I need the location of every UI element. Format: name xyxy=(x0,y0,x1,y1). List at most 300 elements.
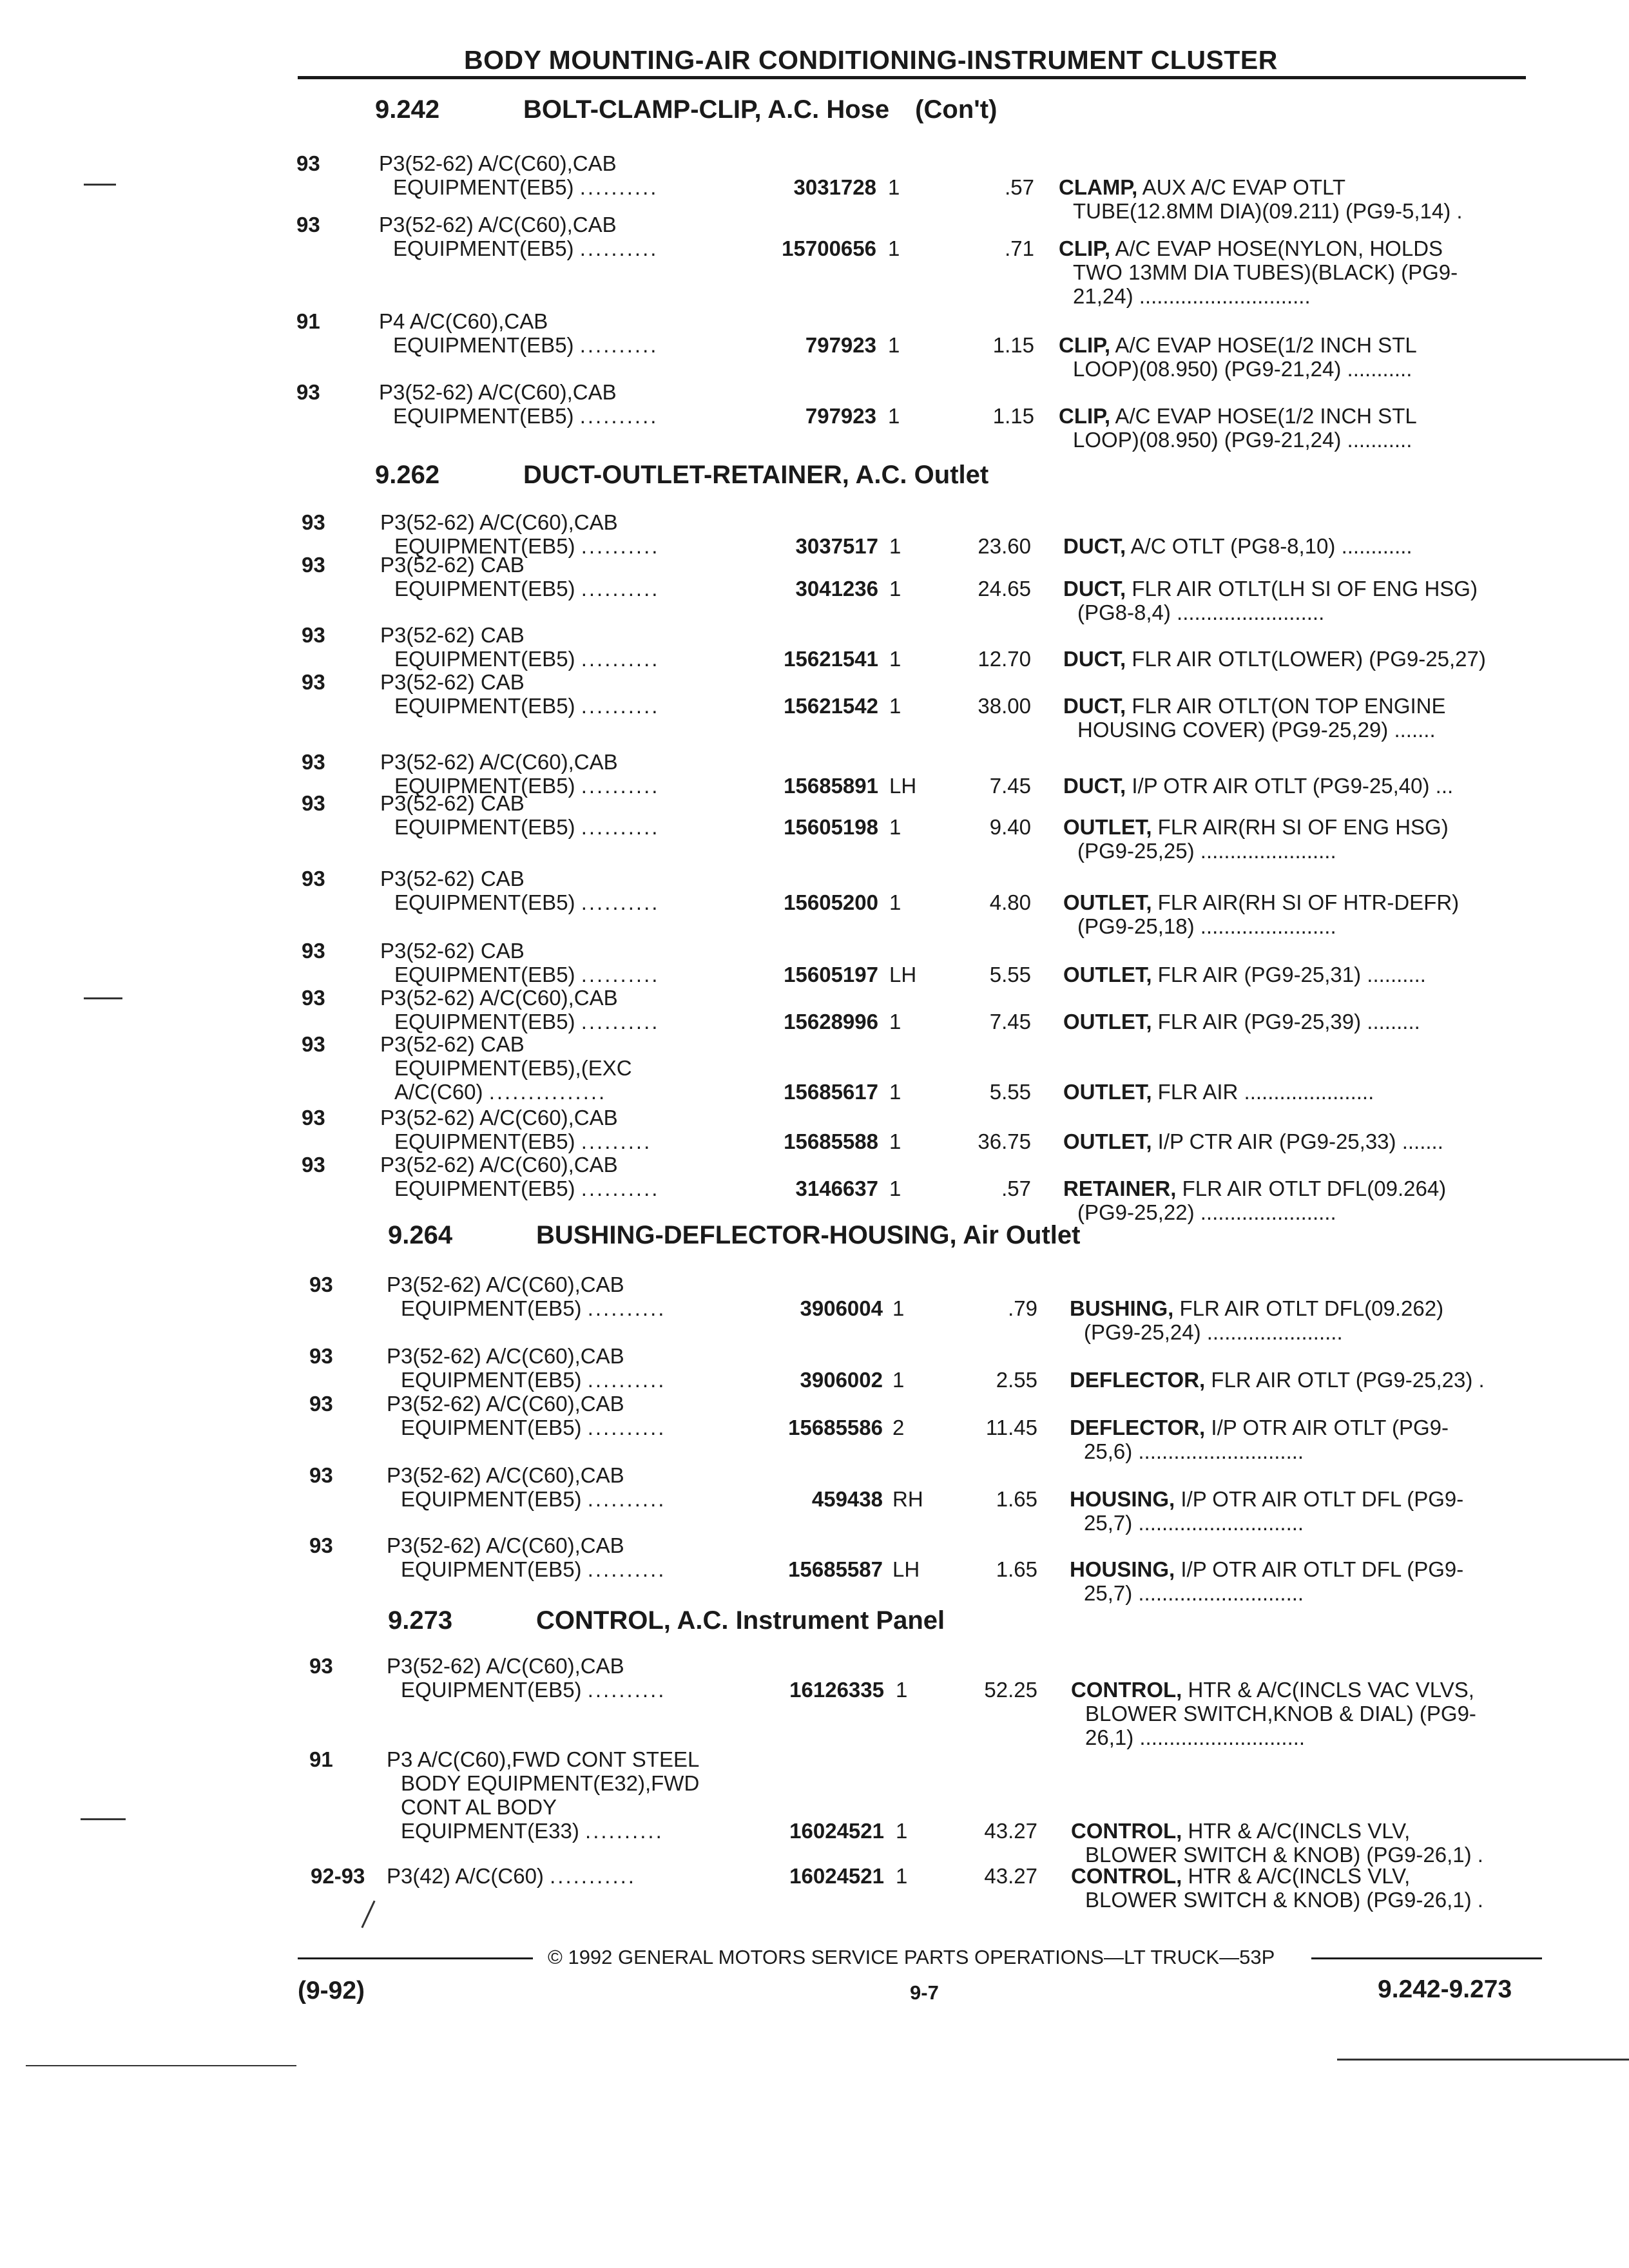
application-line: P3(52-62) A/C(C60),CAB xyxy=(387,1273,624,1296)
description-text: I/P OTR AIR OTLT (PG9- xyxy=(1211,1416,1449,1439)
part-name: CLIP, xyxy=(1059,333,1111,357)
part-description xyxy=(1063,647,1486,671)
description-line: HOUSING COVER) (PG9-25,29) ....... xyxy=(1077,718,1436,742)
description-line: 25,7) ............................ xyxy=(1084,1581,1304,1605)
price: 24.65 xyxy=(978,577,1031,601)
quantity: 1 xyxy=(889,534,901,558)
application-text xyxy=(387,1533,666,1581)
application-line: P3(52-62) CAB xyxy=(380,553,525,577)
model-year: 93 xyxy=(302,750,325,774)
application-line: P4 A/C(C60),CAB xyxy=(379,309,548,333)
application-line: EQUIPMENT(EB5) xyxy=(401,1678,582,1702)
model-year: 93 xyxy=(296,380,320,404)
model-year: 93 xyxy=(296,151,320,175)
part-number: 16126335 xyxy=(789,1678,884,1702)
description-line xyxy=(1063,1080,1374,1104)
application-line: P3(52-62) A/C(C60),CAB xyxy=(380,1153,618,1177)
application-line: EQUIPMENT(EB5) xyxy=(401,1487,582,1511)
description-line xyxy=(1059,175,1463,199)
application-line: BODY EQUIPMENT(E32),FWD xyxy=(401,1771,700,1795)
description-text: FLR AIR OTLT(ON TOP ENGINE xyxy=(1132,694,1446,718)
model-year: 93 xyxy=(302,510,325,534)
leader-dots: .......... xyxy=(587,1416,666,1439)
model-year: 93 xyxy=(302,1032,325,1056)
application-line: P3(52-62) CAB xyxy=(380,623,525,647)
margin-mark xyxy=(84,997,122,999)
leader-dots: .......... xyxy=(581,694,660,718)
part-description xyxy=(1063,1080,1374,1104)
description-line: (PG9-25,24) ....................... xyxy=(1084,1320,1343,1344)
quantity: LH xyxy=(889,963,917,986)
price: 7.45 xyxy=(989,1010,1031,1033)
model-year: 93 xyxy=(302,1106,325,1129)
application-text xyxy=(380,623,659,671)
model-year: 93 xyxy=(309,1392,333,1416)
price: 5.55 xyxy=(989,1080,1031,1104)
quantity: LH xyxy=(889,774,917,798)
description-line xyxy=(1063,1177,1446,1200)
part-number: 3906004 xyxy=(800,1296,883,1320)
quantity: LH xyxy=(892,1557,920,1581)
part-number: 459438 xyxy=(811,1487,883,1511)
quantity: 1 xyxy=(896,1819,908,1843)
part-name: CONTROL, xyxy=(1071,1678,1182,1702)
part-name: HOUSING, xyxy=(1070,1557,1175,1581)
application-text xyxy=(380,750,659,798)
application-line: P3(52-62) A/C(C60),CAB xyxy=(380,1106,618,1129)
part-description xyxy=(1063,534,1412,558)
part-name: DUCT, xyxy=(1063,694,1126,718)
description-line xyxy=(1063,647,1486,671)
footer-page-number: 9-7 xyxy=(910,1981,939,2004)
description-line: (PG9-25,18) ....................... xyxy=(1077,914,1336,938)
description-text: I/P OTR AIR OTLT DFL (PG9- xyxy=(1181,1557,1464,1581)
model-year: 93 xyxy=(302,986,325,1010)
description-line xyxy=(1071,1864,1483,1888)
model-year: 93 xyxy=(309,1463,333,1487)
application-line: P3(52-62) CAB xyxy=(380,791,525,815)
quantity: 1 xyxy=(889,815,901,839)
quantity: 1 xyxy=(889,1080,901,1104)
description-line: (PG8-8,4) ......................... xyxy=(1077,601,1325,624)
description-line: 26,1) ............................ xyxy=(1085,1725,1306,1749)
section-continued: (Con't) xyxy=(915,95,998,124)
application-text xyxy=(379,309,658,357)
leader-dots: .......... xyxy=(581,534,660,558)
description-text: HTR & A/C(INCLS VLV, xyxy=(1188,1864,1411,1888)
model-year: 93 xyxy=(302,867,325,890)
price: 5.55 xyxy=(989,963,1031,986)
leader-dots: .......... xyxy=(579,404,659,428)
application-line: P3(52-62) CAB xyxy=(380,1032,525,1056)
model-year: 92-93 xyxy=(311,1864,365,1888)
quantity: 1 xyxy=(889,1129,901,1153)
quantity: 1 xyxy=(889,1177,901,1200)
application-line: P3(52-62) A/C(C60),CAB xyxy=(380,986,618,1010)
model-year: 91 xyxy=(296,309,320,333)
leader-dots: .......... xyxy=(581,774,660,798)
part-description xyxy=(1070,1296,1443,1344)
price: 43.27 xyxy=(984,1864,1037,1888)
application-line: P3(52-62) A/C(C60),CAB xyxy=(379,151,617,175)
application-line: P3(52-62) A/C(C60),CAB xyxy=(387,1463,624,1487)
application-line: EQUIPMENT(EB5) xyxy=(401,1557,582,1581)
leader-dots: .......... xyxy=(587,1368,666,1392)
part-description xyxy=(1063,1129,1443,1153)
margin-mark xyxy=(26,2065,296,2066)
model-year: 93 xyxy=(302,670,325,694)
footer-rule-right xyxy=(1311,1957,1542,1959)
application-line: P3(52-62) A/C(C60),CAB xyxy=(380,750,618,774)
application-line: EQUIPMENT(EB5) xyxy=(394,890,575,914)
price: 43.27 xyxy=(984,1819,1037,1843)
description-line xyxy=(1063,963,1426,986)
quantity: 2 xyxy=(892,1416,905,1439)
model-year: 93 xyxy=(302,791,325,815)
description-text: A/C EVAP HOSE(1/2 INCH STL xyxy=(1115,333,1417,357)
description-text: FLR AIR (PG9-25,31) .......... xyxy=(1157,963,1426,986)
price: 1.65 xyxy=(996,1557,1037,1581)
model-year: 93 xyxy=(296,213,320,236)
description-text: FLR AIR ...................... xyxy=(1157,1080,1374,1104)
description-line: BLOWER SWITCH & KNOB) (PG9-26,1) . xyxy=(1085,1843,1483,1867)
description-line xyxy=(1059,333,1417,357)
section-number: 9.264 xyxy=(388,1221,453,1249)
application-line: EQUIPMENT(EB5) xyxy=(401,1296,582,1320)
part-name: OUTLET, xyxy=(1063,1010,1152,1033)
quantity: 1 xyxy=(889,890,901,914)
description-line xyxy=(1070,1487,1463,1511)
part-description xyxy=(1070,1557,1463,1605)
description-text: A/C EVAP HOSE(1/2 INCH STL xyxy=(1115,404,1417,428)
application-text xyxy=(380,867,659,914)
part-number: 797923 xyxy=(805,333,876,357)
description-line xyxy=(1063,890,1459,914)
quantity: 1 xyxy=(888,236,900,260)
model-year: 93 xyxy=(302,623,325,647)
application-line: EQUIPMENT(EB5) xyxy=(394,534,575,558)
footer-section-range: 9.242-9.273 xyxy=(1378,1975,1512,2003)
page-header-title: BODY MOUNTING-AIR CONDITIONING-INSTRUMENT CLUSTER xyxy=(464,45,1278,75)
part-number: 15685617 xyxy=(784,1080,878,1104)
description-line xyxy=(1063,694,1446,718)
part-name: CLIP, xyxy=(1059,236,1111,260)
part-name: DUCT, xyxy=(1063,577,1126,601)
part-description xyxy=(1063,963,1426,986)
part-description xyxy=(1063,1010,1420,1033)
application-text xyxy=(380,670,659,718)
description-text: FLR AIR OTLT DFL(09.262) xyxy=(1179,1296,1444,1320)
application-line: P3(52-62) A/C(C60),CAB xyxy=(387,1654,624,1678)
part-name: CONTROL, xyxy=(1071,1864,1182,1888)
application-line: EQUIPMENT(E33) xyxy=(401,1819,579,1843)
part-description xyxy=(1070,1487,1463,1535)
model-year: 93 xyxy=(309,1344,333,1368)
description-text: A/C OTLT (PG8-8,10) ............ xyxy=(1130,534,1412,558)
leader-dots: .......... xyxy=(581,1010,660,1033)
part-description xyxy=(1063,694,1446,742)
application-text xyxy=(387,1654,666,1702)
application-line: A/C(C60) xyxy=(394,1080,483,1104)
part-description xyxy=(1059,236,1458,308)
application-text xyxy=(387,1344,666,1392)
price: .57 xyxy=(1005,175,1034,199)
description-line: TUBE(12.8MM DIA)(09.211) (PG9-5,14) . xyxy=(1073,199,1463,223)
part-number: 15700656 xyxy=(782,236,876,260)
part-name: OUTLET, xyxy=(1063,1080,1152,1104)
application-text xyxy=(387,1864,636,1888)
application-line: EQUIPMENT(EB5) xyxy=(394,1177,575,1200)
application-line: EQUIPMENT(EB5) xyxy=(394,647,575,671)
part-number: 15685588 xyxy=(784,1129,878,1153)
description-text: HTR & A/C(INCLS VLV, xyxy=(1188,1819,1411,1843)
part-name: CLAMP, xyxy=(1059,175,1138,199)
application-line: P3(52-62) A/C(C60),CAB xyxy=(387,1533,624,1557)
description-text: I/P CTR AIR (PG9-25,33) ....... xyxy=(1157,1129,1443,1153)
margin-mark xyxy=(84,184,116,186)
section-title: BUSHING-DEFLECTOR-HOUSING, Air Outlet xyxy=(536,1221,1081,1249)
application-line: EQUIPMENT(EB5) xyxy=(394,774,575,798)
application-text xyxy=(380,1106,651,1153)
description-line: 25,7) ............................ xyxy=(1084,1511,1304,1535)
description-text: I/P OTR AIR OTLT (PG9-25,40) ... xyxy=(1132,774,1454,798)
price: 52.25 xyxy=(984,1678,1037,1702)
model-year: 91 xyxy=(309,1747,333,1771)
part-name: OUTLET, xyxy=(1063,890,1152,914)
part-name: OUTLET, xyxy=(1063,1129,1152,1153)
model-year: 93 xyxy=(309,1273,333,1296)
part-description xyxy=(1059,333,1417,381)
application-line: EQUIPMENT(EB5),(EXC xyxy=(394,1056,632,1080)
part-number: 3146637 xyxy=(795,1177,878,1200)
leader-dots: ......... xyxy=(581,1129,652,1153)
part-description xyxy=(1063,890,1459,938)
application-text xyxy=(387,1392,666,1439)
application-text xyxy=(379,213,658,260)
part-number: 3041236 xyxy=(795,577,878,601)
description-text: FLR AIR OTLT(LOWER) (PG9-25,27) xyxy=(1132,647,1486,671)
application-line: CONT AL BODY xyxy=(401,1795,557,1819)
part-number: 15685586 xyxy=(788,1416,883,1439)
price: 11.45 xyxy=(985,1416,1037,1439)
header-rule xyxy=(298,76,1526,79)
price: 1.15 xyxy=(992,404,1034,428)
quantity: 1 xyxy=(896,1864,908,1888)
part-number: 15685587 xyxy=(788,1557,883,1581)
price: 23.60 xyxy=(978,534,1031,558)
description-text: HTR & A/C(INCLS VAC VLVS, xyxy=(1188,1678,1474,1702)
quantity: 1 xyxy=(888,175,900,199)
section-number: 9.262 xyxy=(375,461,440,489)
leader-dots: .......... xyxy=(587,1678,666,1702)
description-line: 25,6) ............................ xyxy=(1084,1439,1304,1463)
description-text: A/C EVAP HOSE(NYLON, HOLDS xyxy=(1115,236,1443,260)
part-description xyxy=(1059,404,1417,452)
model-year: 93 xyxy=(309,1654,333,1678)
part-description xyxy=(1059,175,1463,223)
part-number: 797923 xyxy=(805,404,876,428)
leader-dots: .......... xyxy=(581,647,660,671)
leader-dots: .......... xyxy=(581,1177,660,1200)
application-text xyxy=(387,1273,666,1320)
quantity: 1 xyxy=(889,1010,901,1033)
leader-dots: .......... xyxy=(587,1557,666,1581)
section-heading xyxy=(375,461,988,490)
description-text: FLR AIR OTLT(LH SI OF ENG HSG) xyxy=(1132,577,1478,601)
part-name: OUTLET, xyxy=(1063,963,1152,986)
price: 9.40 xyxy=(989,815,1031,839)
footer-date: (9-92) xyxy=(298,1977,365,2004)
quantity: 1 xyxy=(889,694,901,718)
application-line: P3(42) A/C(C60) xyxy=(387,1864,544,1888)
description-line xyxy=(1070,1296,1443,1320)
application-text xyxy=(380,1153,659,1200)
model-year: 93 xyxy=(302,1153,325,1177)
description-text: FLR AIR(RH SI OF HTR-DEFR) xyxy=(1157,890,1460,914)
leader-dots: .......... xyxy=(587,1487,666,1511)
part-name: DEFLECTOR, xyxy=(1070,1368,1206,1392)
description-line xyxy=(1059,404,1417,428)
section-number: 9.242 xyxy=(375,95,440,124)
part-name: DEFLECTOR, xyxy=(1070,1416,1206,1439)
model-year: 93 xyxy=(302,553,325,577)
part-number: 15605197 xyxy=(784,963,878,986)
part-number: 15621541 xyxy=(784,647,878,671)
price: .79 xyxy=(1008,1296,1037,1320)
description-line: 21,24) ............................. xyxy=(1073,284,1311,308)
description-text: FLR AIR (PG9-25,39) ......... xyxy=(1157,1010,1420,1033)
application-line: P3(52-62) A/C(C60),CAB xyxy=(387,1344,624,1368)
description-line xyxy=(1059,236,1458,260)
description-line: BLOWER SWITCH & KNOB) (PG9-26,1) . xyxy=(1085,1888,1483,1912)
application-line: P3(52-62) A/C(C60),CAB xyxy=(379,213,617,236)
description-line xyxy=(1063,1129,1443,1153)
margin-mark xyxy=(1337,2059,1629,2061)
description-line: (PG9-25,25) ....................... xyxy=(1077,839,1336,863)
pen-mark xyxy=(361,1901,375,1928)
part-description xyxy=(1071,1819,1483,1867)
part-name: DUCT, xyxy=(1063,647,1126,671)
price: 12.70 xyxy=(978,647,1031,671)
application-text xyxy=(380,510,659,558)
application-text xyxy=(380,939,659,986)
price: 2.55 xyxy=(996,1368,1037,1392)
application-line: EQUIPMENT(EB5) xyxy=(393,333,574,357)
description-line xyxy=(1063,534,1412,558)
quantity: 1 xyxy=(892,1296,905,1320)
quantity: 1 xyxy=(889,577,901,601)
application-line: P3(52-62) CAB xyxy=(380,670,525,694)
part-description xyxy=(1071,1678,1476,1749)
price: 1.65 xyxy=(996,1487,1037,1511)
application-line: EQUIPMENT(EB5) xyxy=(393,236,574,260)
application-line: P3(52-62) CAB xyxy=(380,867,525,890)
application-line: EQUIPMENT(EB5) xyxy=(393,404,574,428)
application-line: P3(52-62) A/C(C60),CAB xyxy=(379,380,617,404)
part-number: 15621542 xyxy=(784,694,878,718)
description-line xyxy=(1063,774,1453,798)
description-line: BLOWER SWITCH,KNOB & DIAL) (PG9- xyxy=(1085,1702,1476,1725)
description-line: TWO 13MM DIA TUBES)(BLACK) (PG9- xyxy=(1073,260,1458,284)
application-text xyxy=(380,1032,632,1104)
margin-mark xyxy=(81,1818,126,1820)
price: 38.00 xyxy=(978,694,1031,718)
footer-rule-left xyxy=(298,1957,533,1959)
part-number: 15605198 xyxy=(784,815,878,839)
part-name: RETAINER, xyxy=(1063,1177,1177,1200)
application-text xyxy=(379,380,658,428)
model-year: 93 xyxy=(302,939,325,963)
part-number: 16024521 xyxy=(789,1819,884,1843)
description-line: LOOP)(08.950) (PG9-21,24) ........... xyxy=(1073,357,1412,381)
part-name: DUCT, xyxy=(1063,774,1126,798)
description-line xyxy=(1070,1368,1485,1392)
application-line: EQUIPMENT(EB5) xyxy=(401,1416,582,1439)
section-heading xyxy=(388,1221,1080,1250)
part-number: 15605200 xyxy=(784,890,878,914)
application-text xyxy=(380,986,659,1033)
part-name: CLIP, xyxy=(1059,404,1111,428)
part-description xyxy=(1063,577,1478,624)
section-number: 9.273 xyxy=(388,1606,453,1635)
description-line xyxy=(1063,577,1478,601)
part-number: 16024521 xyxy=(789,1864,884,1888)
description-line: LOOP)(08.950) (PG9-21,24) ........... xyxy=(1073,428,1412,452)
price: 4.80 xyxy=(989,890,1031,914)
leader-dots: .......... xyxy=(587,1296,666,1320)
part-name: OUTLET, xyxy=(1063,815,1152,839)
leader-dots: ........... xyxy=(550,1864,636,1888)
description-text: FLR AIR OTLT DFL(09.264) xyxy=(1182,1177,1447,1200)
part-description xyxy=(1063,1177,1446,1224)
quantity: 1 xyxy=(892,1368,905,1392)
part-number: 3906002 xyxy=(800,1368,883,1392)
part-number: 15685891 xyxy=(784,774,878,798)
quantity: 1 xyxy=(896,1678,908,1702)
application-line: EQUIPMENT(EB5) xyxy=(394,815,575,839)
price: 1.15 xyxy=(992,333,1034,357)
part-description xyxy=(1070,1368,1485,1392)
section-heading xyxy=(388,1606,945,1635)
leader-dots: .......... xyxy=(581,815,660,839)
model-year: 93 xyxy=(309,1533,333,1557)
description-line: (PG9-25,22) ....................... xyxy=(1077,1200,1336,1224)
application-line: EQUIPMENT(EB5) xyxy=(394,694,575,718)
leader-dots: .......... xyxy=(579,175,659,199)
description-text: I/P OTR AIR OTLT DFL (PG9- xyxy=(1181,1487,1464,1511)
part-description xyxy=(1071,1864,1483,1912)
application-line: EQUIPMENT(EB5) xyxy=(394,963,575,986)
section-title: DUCT-OUTLET-RETAINER, A.C. Outlet xyxy=(523,461,989,489)
part-name: HOUSING, xyxy=(1070,1487,1175,1511)
part-description xyxy=(1063,774,1453,798)
application-line: P3(52-62) A/C(C60),CAB xyxy=(380,510,618,534)
description-text: AUX A/C EVAP OTLT xyxy=(1142,175,1346,199)
part-description xyxy=(1063,815,1449,863)
application-line: P3(52-62) A/C(C60),CAB xyxy=(387,1392,624,1416)
application-text xyxy=(380,791,659,839)
leader-dots: .......... xyxy=(579,333,659,357)
section-title: BOLT-CLAMP-CLIP, A.C. Hose xyxy=(523,95,890,124)
application-line: EQUIPMENT(EB5) xyxy=(401,1368,582,1392)
part-number: 3037517 xyxy=(795,534,878,558)
section-title: CONTROL, A.C. Instrument Panel xyxy=(536,1606,945,1635)
application-line: EQUIPMENT(EB5) xyxy=(394,1010,575,1033)
description-line xyxy=(1070,1557,1463,1581)
quantity: 1 xyxy=(888,404,900,428)
application-line: P3(52-62) CAB xyxy=(380,939,525,963)
footer-copyright: © 1992 GENERAL MOTORS SERVICE PARTS OPERATIONS—LT TRUCK—53P xyxy=(548,1946,1275,1968)
